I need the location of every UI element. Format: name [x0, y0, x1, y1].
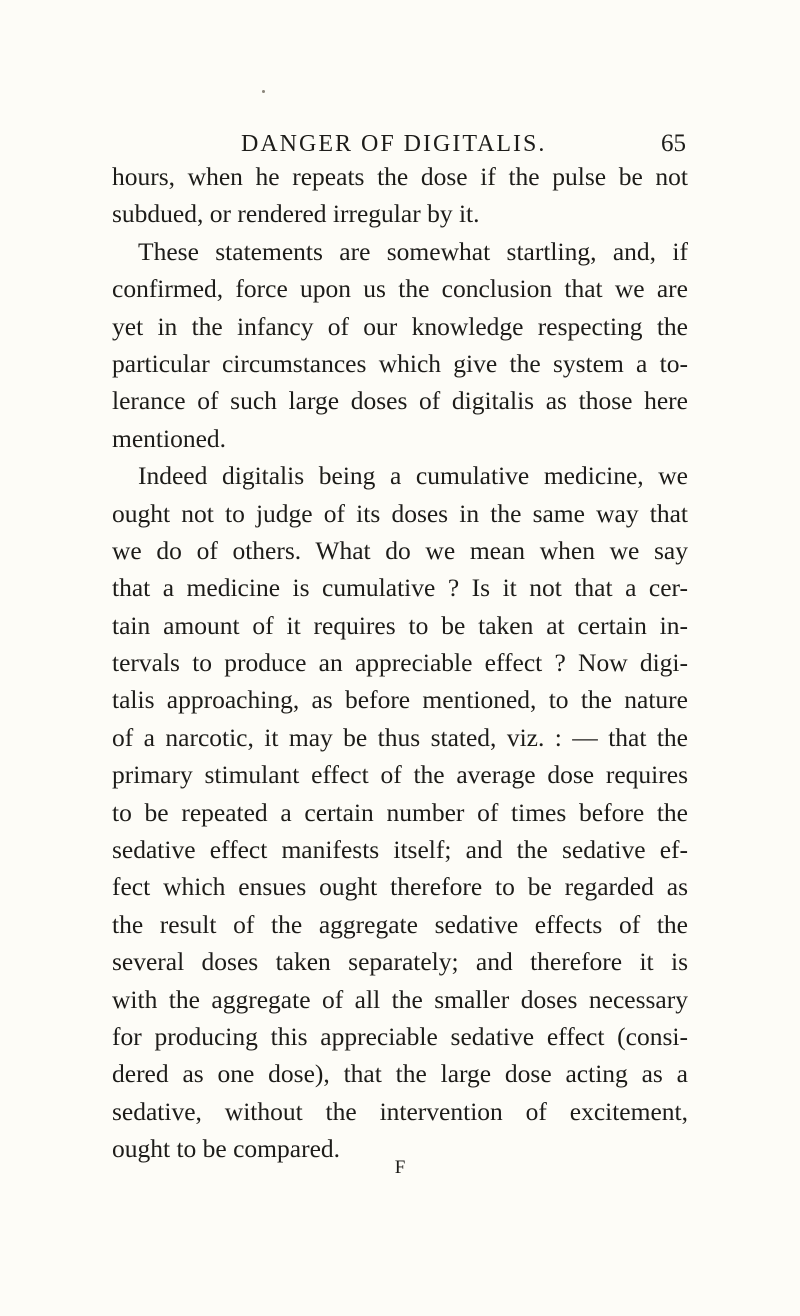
text-line: to be repeated a certain number of times before the [112, 797, 688, 827]
text-line: sedative effect manifests itself; and the sedative ef- [112, 835, 688, 865]
text-line: several doses taken separately; and therefore it is [112, 947, 688, 977]
running-title: DANGER OF DIGITALIS. [241, 131, 547, 157]
text-line: sedative, without the intervention of excitement, [112, 1096, 688, 1126]
signature-mark: F [394, 1157, 406, 1178]
text-line: These statements are somewhat startling, and, if [138, 236, 688, 266]
text-line: of a narcotic, it may be thus stated, viz. : — that the [112, 722, 688, 752]
text-line: we do of others. What do we mean when we say [112, 535, 688, 565]
text-line: yet in the infancy of our knowledge respecting the [112, 311, 688, 341]
text-line: talis approaching, as before mentioned, to the nature [112, 685, 688, 715]
body-text [112, 158, 688, 1168]
text-line: the result of the aggregate sedative effects of the [112, 909, 688, 939]
paper-speck [262, 90, 265, 93]
text-line: lerance of such large doses of digitalis as those here [112, 386, 688, 416]
text-line: dered as one dose), that the large dose acting as a [112, 1059, 688, 1089]
text-line: with the aggregate of all the smaller doses necessary [112, 984, 688, 1014]
text-line: ought to be compared. [112, 1134, 341, 1164]
text-line: for producing this appreciable sedative effect (consi- [112, 1021, 688, 1051]
text-line: mentioned. [112, 423, 227, 453]
text-line: confirmed, force upon us the conclusion that we are [112, 274, 688, 304]
text-line: ought not to judge of its doses in the same way that [112, 498, 688, 528]
text-line: Indeed digitalis being a cumulative medicine, we [138, 461, 688, 491]
text-line: tain amount of it requires to be taken at certain in- [112, 610, 688, 640]
text-line: subdued, or rendered irregular by it. [112, 199, 480, 229]
page-number: 65 [661, 130, 686, 157]
text-line: tervals to produce an appreciable effect ? Now digi- [112, 648, 688, 678]
text-line: particular circumstances which give the system a to- [112, 348, 688, 378]
text-line: primary stimulant effect of the average dose requires [112, 760, 688, 790]
text-line: hours, when he repeats the dose if the pulse be not [112, 162, 688, 191]
text-line: that a medicine is cumulative ? Is it not that a cer- [112, 573, 688, 603]
text-line: fect which ensues ought therefore to be regarded as [112, 872, 688, 902]
